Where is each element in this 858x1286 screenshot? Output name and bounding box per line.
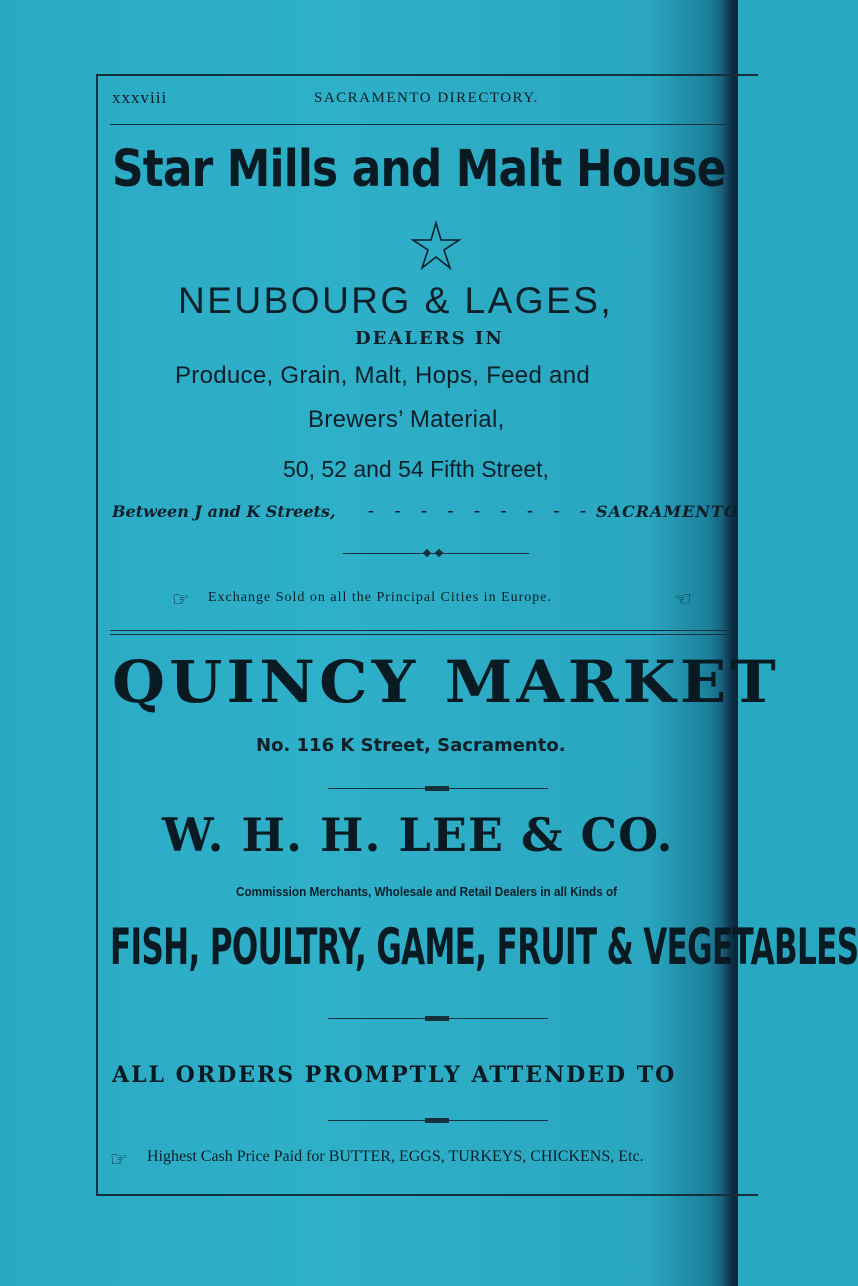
quincy-market-title: QUINCY MARKET [112, 648, 781, 716]
quincy-market-address: No. 116 K Street, Sacramento. [256, 735, 566, 756]
section-divider [110, 634, 730, 635]
firm-name-lee: W. H. H. LEE & CO. [162, 808, 674, 862]
exchange-note: Exchange Sold on all the Principal Cities in Europe. [208, 590, 552, 605]
leader-dashes: - - - - - - - - - [368, 500, 594, 520]
products-line-2: Brewers’ Material, [308, 406, 505, 433]
commission-line: Commission Merchants, Wholesale and Retail Dealers in all Kinds of [236, 884, 617, 899]
between-streets: Between J and K Streets, [112, 502, 336, 521]
ornament-block [425, 1016, 449, 1021]
orders-line: ALL ORDERS PROMPTLY ATTENDED TO [112, 1062, 677, 1088]
city-name: SACRAMENTO [596, 502, 739, 521]
star-mills-title: Star Mills and Malt House [112, 140, 726, 199]
star-mills-address: 50, 52 and 54 Fifth Street, [283, 456, 549, 482]
section-divider [110, 630, 730, 631]
goods-line: FISH, POULTRY, GAME, FRUIT & VEGETABLES [110, 918, 858, 976]
header-rule [110, 124, 726, 125]
products-line-1: Produce, Grain, Malt, Hops, Feed and [175, 362, 591, 389]
page-number: xxxviii [112, 88, 168, 107]
cash-price-note: Highest Cash Price Paid for BUTTER, EGGS, TURKEYS, CHICKENS, Etc. [147, 1148, 644, 1165]
pointing-hand-icon: ☜ [674, 587, 692, 611]
ornament-block [425, 786, 449, 791]
pointing-hand-icon: ☞ [172, 587, 190, 611]
pointing-hand-icon: ☞ [110, 1147, 128, 1171]
dealers-in-label: DEALERS IN [355, 328, 504, 349]
ornament-block [425, 1118, 449, 1123]
firm-name-neubourg-lages: NEUBOURG & LAGES, [178, 280, 614, 321]
running-title: SACRAMENTO DIRECTORY. [314, 90, 539, 106]
star-icon [410, 220, 462, 272]
